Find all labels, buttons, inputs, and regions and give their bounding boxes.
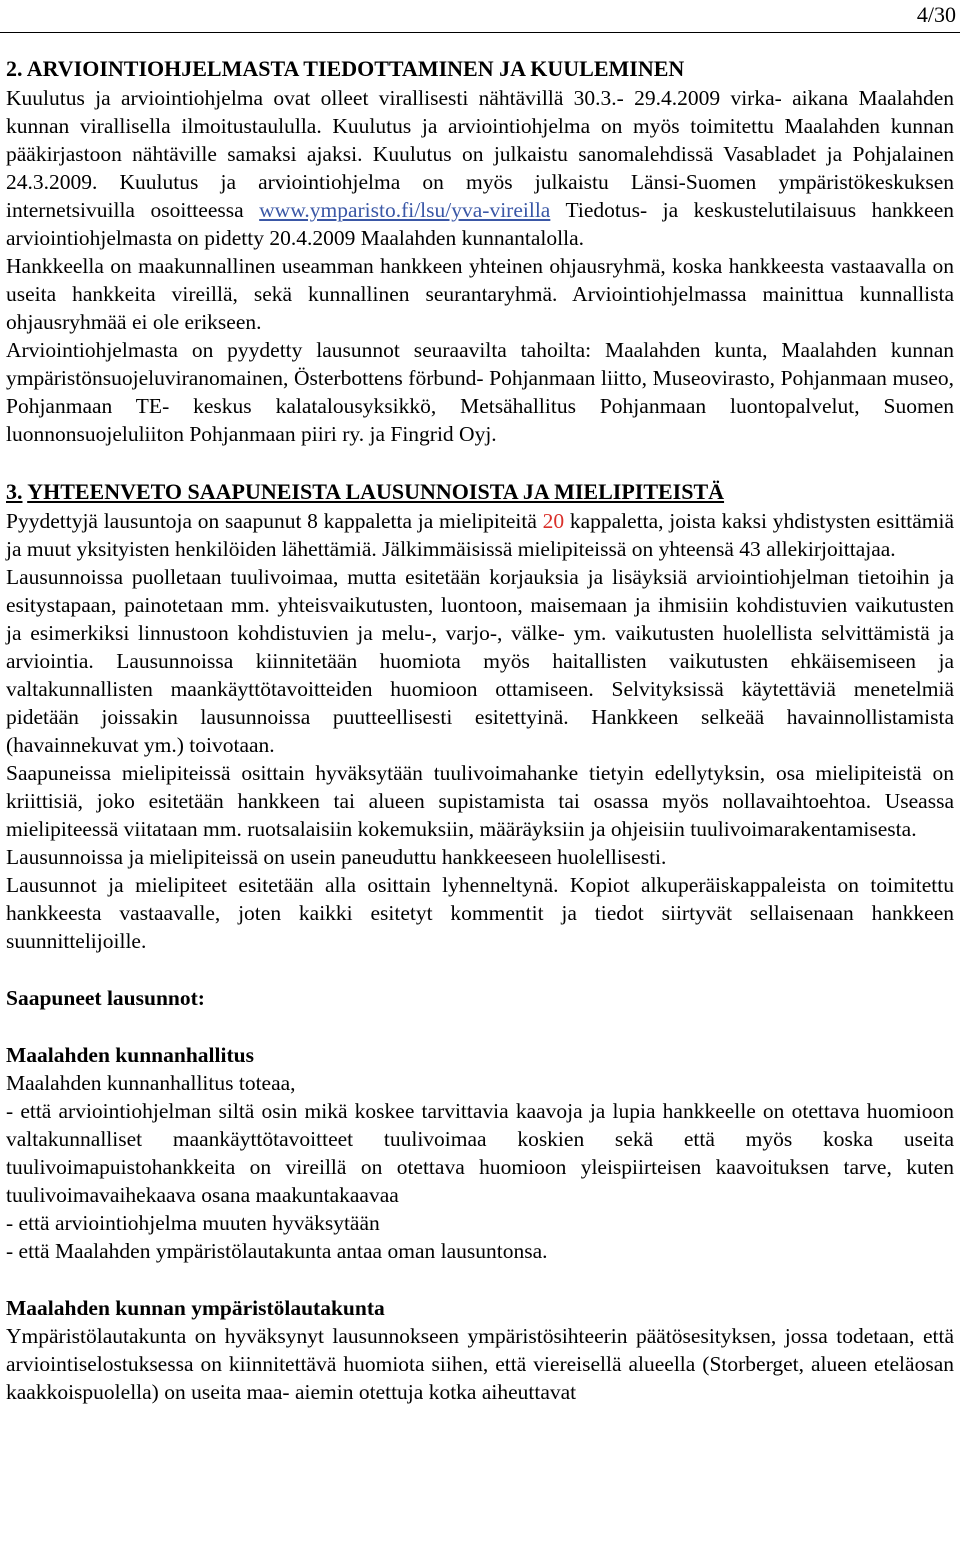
document-body xyxy=(6,54,954,1406)
section-2-paragraph-2: Hankkeella on maakunnallinen useamman hankkeen yhteinen ohjausryhmä, koska hankkeesta vastaavalla on useita hankkeita vireillä, sekä kunnallinen seurantaryhmä. Arviointiohjelmassa mainittua kunnallista ohjausryhmää ei ole erikseen. xyxy=(6,254,954,334)
header-rule xyxy=(0,32,960,33)
ymparisto-link[interactable]: www.ymparisto.fi/lsu/yva-vireilla xyxy=(259,198,551,222)
opinion-count-highlight: 20 xyxy=(542,509,565,533)
section-2-paragraph-3: Arviointiohjelmasta on pyydetty lausunnot seuraavilta tahoilta: Maalahden kunta, Maalahden kunnan ympäristönsuojeluviranomainen, Österbottens förbund- Pohjanmaan liitto, Museovirasto, Pohjanmaan museo, Pohjanmaan TE- keskus kalatalousyksikkö, Metsähallitus Pohjanmaan luontopalvelut, Suomen luonnonsuojeluliiton Pohjanmaan piiri ry. ja Fingrid Oyj. xyxy=(6,338,954,446)
section-3-paragraph-1 xyxy=(6,507,954,563)
municipal-board-intro: Maalahden kunnanhallitus toteaa, xyxy=(6,1071,296,1095)
environment-board-text: Ympäristölautakunta on hyväksynyt lausunnokseen ympäristösihteerin päätösesityksen, jossa todetaan, että arviointiselostuksessa on kiinnitettävä huomiota siihen, että viereisellä alueella (Storberget, alueen eteläosan kaakkoispuolella) on useita maa- aiemin otettuja kotka aiheuttavat xyxy=(6,1324,954,1404)
municipal-board-item-2: - että arviointiohjelma muuten hyväksytään xyxy=(6,1211,380,1235)
environment-board-heading: Maalahden kunnan ympäristölautakunta xyxy=(6,1296,385,1320)
section-2-paragraph-1 xyxy=(6,84,954,252)
statements-heading: Saapuneet lausunnot: xyxy=(6,986,205,1010)
municipal-board-heading: Maalahden kunnanhallitus xyxy=(6,1043,254,1067)
section-3-paragraph-1-text: Pyydettyjä lausuntoja on saapunut 8 kappaletta ja mielipiteitä xyxy=(6,509,543,533)
spacer xyxy=(6,1012,954,1041)
section-3-heading-text: YHTEENVETO SAAPUNEISTA LAUSUNNOISTA JA MIELIPITEISTÄ xyxy=(27,479,725,504)
municipal-board-item-3: - että Maalahden ympäristölautakunta antaa oman lausuntonsa. xyxy=(6,1239,548,1263)
section-3-paragraph-1-tail: kappaletta, joista kaksi yhdistysten esittämiä ja muut yksityisten henkilöiden lähettämiä. Jälkimmäisissä mielipiteissä on yhteensä 43 allekirjoittajaa. xyxy=(6,509,954,561)
spacer xyxy=(6,955,954,984)
section-2-paragraph-1-text: Kuulutus ja arviointiohjelma ovat olleet virallisesti nähtävillä 30.3.- 29.4.2009 virka- aikana Maalahden kunnan virallisella ilmoitustaululla. Kuulutus ja arviointiohjelma on myös toimitettu Maalahden kunnan pääkirjastoon nähtäville samaksi ajaksi. Kuulutus on julkaistu sanomalehdissä Vasabladet ja Pohjalainen 24.3.2009. Kuulutus ja arviointiohjelma on myös julkaistu Länsi-Suomen ympäristökeskuksen internetsivuilla osoitteessa xyxy=(6,86,954,222)
section-3-heading xyxy=(6,477,954,507)
spacer xyxy=(6,1265,954,1294)
section-3-heading-number: 3. xyxy=(6,479,23,504)
section-3-paragraph-4: Lausunnoissa ja mielipiteissä on usein paneuduttu hankkeeseen huolellisesti. xyxy=(6,845,667,869)
section-3-paragraph-2: Lausunnoissa puolletaan tuulivoimaa, mutta esitetään korjauksia ja lisäyksiä arviointiohjelman tietoihin ja esitystapaan, painotetaan mm. yhteisvaikutusten, luontoon, maisemaan ja ihmisiin kohdistuvien vaikutusten ja esimerkiksi linnustoon kohdistuvien ja melu-, varjo-, välke- ym. vaikutusten huolellista selvittämistä ja arviointia. Lausunnoissa kiinnitetään huomiota myös haitallisten vaikutusten ehkäisemiseen ja valtakunnallisten maankäyttötavoitteiden huomioon ottamiseen. Selvityksissä käytettäviä menetelmiä pidetään joissakin lausunnoissa puutteellisesti esitettyinä. Hankkeen selkeää havainnollistamista (havainnekuvat ym.) toivotaan. xyxy=(6,565,954,757)
page-number: 4/30 xyxy=(916,2,956,27)
spacer xyxy=(6,448,954,477)
section-2-paragraph-1-tail: Tiedotus- ja keskustelutilaisuus hankkeen arviointiohjelmasta on pidetty 20.4.2009 Maalahden kunnantalolla. xyxy=(6,198,954,250)
municipal-board-item-1: - että arviointiohjelman siltä osin mikä koskee tarvittavia kaavoja ja lupia hankkeelle on otettava huomioon valtakunnalliset maankäyttötavoitteet tuulivoimaa koskien sekä että myös koska useita tuulivoimapuistohankkeita on vireillä on otettava huomioon yleispiirteisen kaavoituksen tarve, kuten tuulivoimavaihekaava osana maakuntakaavaa xyxy=(6,1099,954,1207)
section-3-paragraph-5: Lausunnot ja mielipiteet esitetään alla osittain lyhenneltynä. Kopiot alkuperäiskappaleista on toimitettu hankkeesta vastaavalle, joten kaikki esitetyt kommentit ja tiedot siirtyvät sellaisenaan hankkeen suunnittelijoille. xyxy=(6,873,954,953)
section-2-heading: 2. ARVIOINTIOHJELMASTA TIEDOTTAMINEN JA KUULEMINEN xyxy=(6,56,685,81)
section-3-paragraph-3: Saapuneissa mielipiteissä osittain hyväksytään tuulivoimahanke tietyin edellytyksin, osa mielipiteistä on kriittisiä, joko esitetään hankkeen tai alueen supistamista tai osassa myös nollavaihtoehtoa. Useassa mielipiteessä viitataan mm. ruotsalaisiin kokemuksiin, määräyksiin ja ohjeisiin tuulivoimarakentamisesta. xyxy=(6,761,954,841)
